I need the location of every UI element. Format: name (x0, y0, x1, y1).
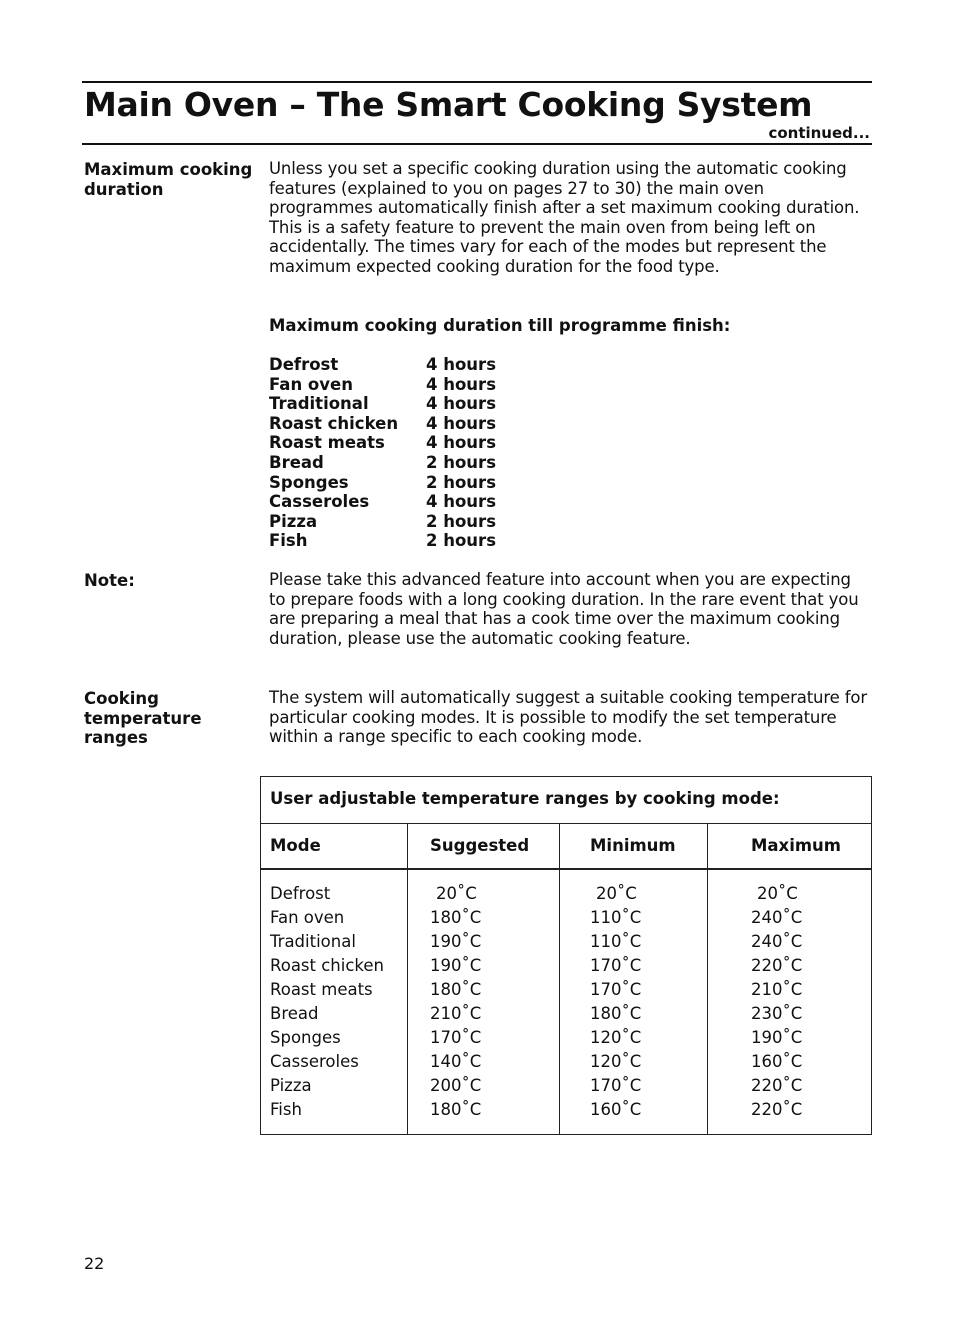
table-row (261, 1098, 871, 1122)
cell-suggested: 200˚C (430, 1076, 482, 1095)
duration-row (269, 492, 629, 512)
note-label: Note: (84, 571, 135, 590)
header-suggested: Suggested (430, 836, 530, 855)
table-caption-text: User adjustable temperature ranges by cooking mode: (270, 789, 780, 808)
cell-minimum: 170˚C (590, 980, 642, 999)
duration-value: 2 hours (426, 531, 497, 551)
cell-maximum: 20˚C (757, 884, 798, 903)
cell-mode: Fan oven (270, 908, 345, 927)
cell-maximum: 220˚C (751, 956, 803, 975)
duration-value: 2 hours (426, 452, 497, 472)
cell-mode: Casseroles (270, 1052, 359, 1071)
table-row (261, 1002, 871, 1026)
duration-row (269, 433, 629, 453)
cell-minimum: 120˚C (590, 1052, 642, 1071)
cell-minimum: 20˚C (596, 884, 637, 903)
table-header-row (261, 824, 871, 870)
duration-mode: Casseroles (269, 492, 370, 512)
cell-mode: Pizza (270, 1076, 312, 1095)
cell-maximum: 230˚C (751, 1004, 803, 1023)
max-duration-body: Unless you set a specific cooking duration using the automatic cooking features (explained to you on pages 27 to 30) the main oven programmes automatically finish after a set maximum cooking duration. This is a safety feature to prevent the main oven from being left on accidentally. The times vary for each of the modes but represent the maximum expected cooking duration for the food type. (269, 159, 860, 276)
max-duration-label: Maximum cooking duration (84, 160, 253, 199)
cell-minimum: 120˚C (590, 1028, 642, 1047)
cell-mode: Traditional (270, 932, 356, 951)
temp-ranges-body: The system will automatically suggest a suitable cooking temperature for particular cooking modes. It is possible to modify the set temperature within a range specific to each cooking mode. (269, 688, 867, 747)
cell-suggested: 180˚C (430, 908, 482, 927)
duration-mode: Roast chicken (269, 413, 399, 433)
page-number: 22 (84, 1254, 105, 1273)
duration-row (269, 414, 629, 434)
page-title: Main Oven – The Smart Cooking System (84, 85, 813, 124)
cell-maximum: 240˚C (751, 932, 803, 951)
duration-mode: Roast meats (269, 433, 385, 453)
header-maximum: Maximum (751, 836, 841, 855)
duration-mode: Bread (269, 452, 324, 472)
note-body: Please take this advanced feature into account when you are expecting to prepare foods with a long cooking duration. In the rare event that you are preparing a meal that has a cook time over the maximum cooking duration, please use the automatic cooking feature. (269, 570, 859, 648)
table-row (261, 906, 871, 930)
table-caption (261, 777, 871, 824)
duration-row (269, 453, 629, 473)
duration-value: 4 hours (426, 413, 497, 433)
cell-suggested: 140˚C (430, 1052, 482, 1071)
duration-value: 4 hours (426, 394, 497, 414)
duration-value: 4 hours (426, 374, 497, 394)
cell-minimum: 110˚C (590, 932, 642, 951)
duration-value: 2 hours (426, 511, 497, 531)
cell-minimum: 110˚C (590, 908, 642, 927)
duration-row (269, 473, 629, 493)
cell-suggested: 190˚C (430, 956, 482, 975)
table-row (261, 1074, 871, 1098)
temp-ranges-label: Cooking temperature ranges (84, 689, 202, 748)
cell-mode: Roast meats (270, 980, 373, 999)
cell-maximum: 240˚C (751, 908, 803, 927)
table-row (261, 1050, 871, 1074)
cell-minimum: 170˚C (590, 1076, 642, 1095)
cell-mode: Sponges (270, 1028, 341, 1047)
cell-suggested: 190˚C (430, 932, 482, 951)
cell-mode: Defrost (270, 884, 331, 903)
duration-value: 2 hours (426, 472, 497, 492)
cell-maximum: 220˚C (751, 1076, 803, 1095)
cell-maximum: 190˚C (751, 1028, 803, 1047)
duration-row (269, 375, 629, 395)
duration-mode: Traditional (269, 394, 369, 414)
cell-mode: Roast chicken (270, 956, 385, 975)
table-row (261, 954, 871, 978)
duration-row (269, 531, 629, 551)
header-minimum: Minimum (590, 836, 676, 855)
cell-minimum: 180˚C (590, 1004, 642, 1023)
duration-list (269, 355, 629, 551)
duration-row (269, 512, 629, 532)
cell-suggested: 180˚C (430, 1100, 482, 1119)
cell-suggested: 180˚C (430, 980, 482, 999)
cell-maximum: 220˚C (751, 1100, 803, 1119)
duration-mode: Fan oven (269, 374, 353, 394)
duration-mode: Pizza (269, 511, 318, 531)
duration-mode: Sponges (269, 472, 349, 492)
duration-mode: Fish (269, 531, 308, 551)
cell-mode: Fish (270, 1100, 302, 1119)
duration-row (269, 355, 629, 375)
table-row (261, 978, 871, 1002)
header-bottom-rule (82, 143, 872, 145)
temperature-table (260, 776, 872, 1135)
header-top-rule (82, 81, 872, 83)
table-row (261, 1026, 871, 1050)
duration-value: 4 hours (426, 492, 497, 512)
cell-maximum: 210˚C (751, 980, 803, 999)
cell-suggested: 20˚C (436, 884, 477, 903)
header-mode: Mode (270, 836, 321, 855)
table-row (261, 930, 871, 954)
cell-maximum: 160˚C (751, 1052, 803, 1071)
cell-mode: Bread (270, 1004, 319, 1023)
continued-label: continued... (768, 124, 870, 142)
duration-value: 4 hours (426, 355, 497, 374)
duration-value: 4 hours (426, 433, 497, 453)
cell-minimum: 160˚C (590, 1100, 642, 1119)
duration-list-title: Maximum cooking duration till programme finish: (269, 316, 731, 335)
duration-row (269, 394, 629, 414)
table-row (261, 882, 871, 906)
cell-suggested: 210˚C (430, 1004, 482, 1023)
duration-mode: Defrost (269, 355, 339, 374)
cell-suggested: 170˚C (430, 1028, 482, 1047)
cell-minimum: 170˚C (590, 956, 642, 975)
